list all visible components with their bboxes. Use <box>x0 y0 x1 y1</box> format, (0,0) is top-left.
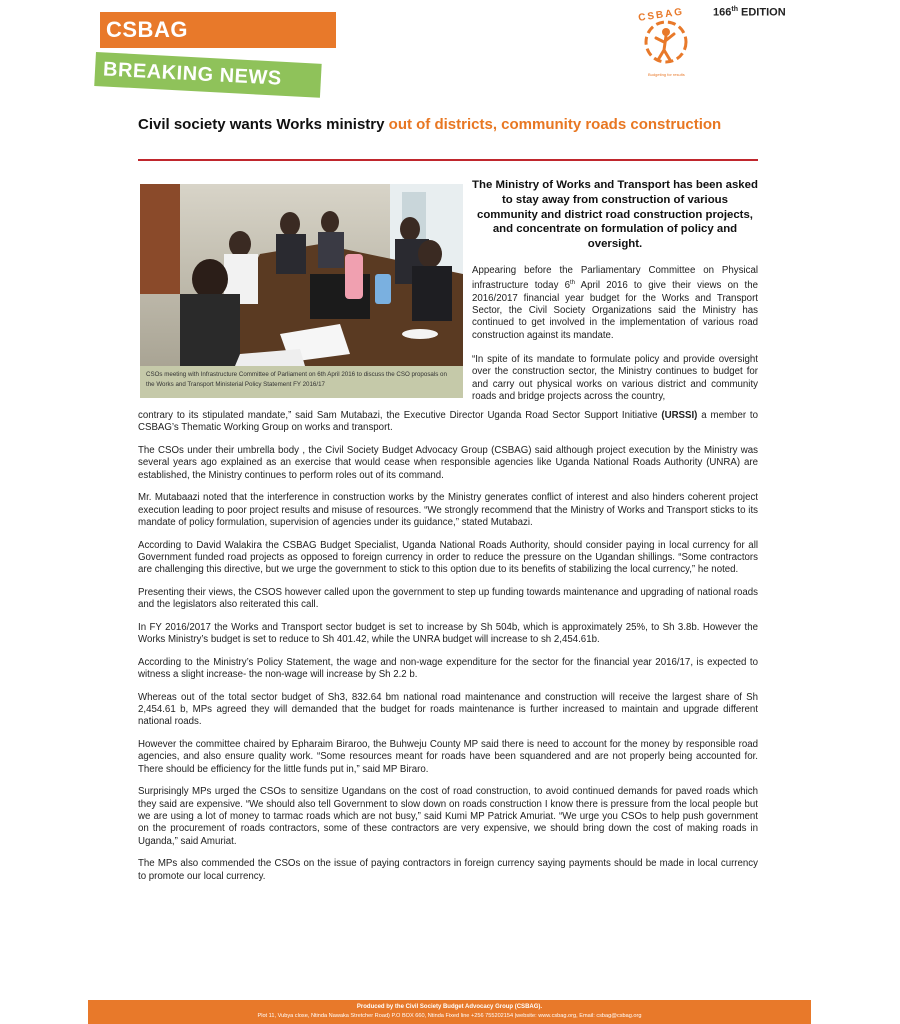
edition-label: 166th EDITION <box>713 6 786 19</box>
article-body <box>138 410 758 893</box>
photo-caption: CSOs meeting with Infrastructure Committee of Parliament on 6th April 2016 to discuss the CSO proposals on the Works and Transport Ministerial Policy Statement FY 2016/17 <box>140 366 463 398</box>
csbag-logo <box>628 4 704 80</box>
side-paragraph-2: “In spite of its mandate to formulate policy and provide oversight over the construction sector, the Ministry continues to budget for and carry out physical works on various district and community roads and bridge projects across the country, <box>472 354 758 402</box>
headline-divider <box>138 159 758 161</box>
breaking-news-banner: BREAKING NEWS <box>94 52 321 98</box>
body-paragraph: According to David Walakira the CSBAG Budget Specialist, Uganda National Roads Authority, should consider paying in local currency for all Government funded road projects as opposed to foreign currency in order to reduce the pressure on the Ugandan shillings. “Some contractors are challenging this directive, but we urge the government to stick to this option due to its benefits of stabilizing the local currency,” he noted. <box>138 539 758 576</box>
body-paragraph: The MPs also commended the CSOs on the issue of paying contractors in foreign currency saying payments should be made in local currency to promote our local currency. <box>138 858 758 882</box>
body-paragraph: Mr. Mutabaazi noted that the interference in construction works by the Ministry generates conflict of interest and also hinders coherent project execution leading to poor project results and misuse of resources. “We strongly recommend that the Ministry of Works and Transport sticks to its mandate of policy formulation, supervision of agencies under its guidance,” stated Mutabazi. <box>138 492 758 528</box>
page-footer <box>88 1000 811 1024</box>
footer-contact: Plot 11, Vubya close, Ntinda Nawaka Stretcher Road) P.O BOX 660, Ntinda Fixed line +256 755202154 |website: www.csbag.org, Email: csbag@csbag.org <box>257 1013 642 1019</box>
body-paragraph: Presenting their views, the CSOS however called upon the government to step up funding towards maintenance and upgrading of national roads and the legislators also reiterated this call. <box>138 586 758 611</box>
logo-tagline: Budgeting for results <box>648 72 685 77</box>
body-paragraph-continued: contrary to its stipulated mandate,” said Sam Mutabazi, the Executive Director Uganda Road Sector Support Initiative (URSSI) a member to CSBAG’s Thematic Working Group on works and transport. <box>138 410 758 434</box>
article-lead: The Ministry of Works and Transport has been asked to stay away from construction of various community and district road construction projects, and concentrate on formulation of policy and oversight. <box>472 179 758 251</box>
article-headline: Civil society wants Works ministry out of districts, community roads construction <box>138 116 722 133</box>
logo-lettering: CSBAG <box>637 6 685 24</box>
body-paragraph: The CSOs under their umbrella body , the Civil Society Budget Advocacy Group (CSBAG) said although project execution by the Ministry was several years ago explained as an exercise that would cease when responsible agencies like Uganda National Roads Authority (UNRA) are established, the Ministry continues to perform roles out of its command. <box>138 444 758 481</box>
body-paragraph: In FY 2016/2017 the Works and Transport sector budget is set to increase by Sh 504b, which is approximately 25%, to Sh 3.8b. However the Works Ministry’s budget is set to reduce to Sh 401.42, while the UNRA budget will increase to sh 2,454.61b. <box>138 621 758 646</box>
body-paragraph: According to the Ministry’s Policy Statement, the wage and non-wage expenditure for the sector for the financial year 2016/17, is expected to witness a slight increase- the non-wage will increase by Sh 2.2 b. <box>138 656 758 681</box>
side-paragraph-1: Appearing before the Parliamentary Committee on Physical infrastructure today 6th April 2016 to give their views on the 2016/2017 financial year budget for the Works and Transport Sector, the Civil Society Organizations said the Ministry has continued to get involved in the implementation of various road construction against its mandate. <box>472 265 758 341</box>
body-paragraph: Whereas out of the total sector budget of Sh3, 832.64 bm national road maintenance and construction will receive the largest share of Sh 2,454.61 b, MPs agreed they will demanded that the budget for roads maintenance is further increased to maintain and upgrade different national roads. <box>138 691 758 728</box>
brand-name-box: CSBAG <box>100 12 336 48</box>
body-paragraph: However the committee chaired by Epharaim Biraroo, the Buhweju County MP said there is need to account for the money by responsible road agencies, and also ensure quality work. “Some resources meant for roads have been squandered and are not properly being accounted for. There should be efficiency for the little funds put in,” said MP Biraro. <box>138 739 758 775</box>
meeting-photo <box>140 184 463 366</box>
body-paragraph: Surprisingly MPs urged the CSOs to sensitize Ugandans on the cost of road construction, to avoid continued demands for paved roads which they said are expensive. “We should also tell Government to slow down on roads construction I know there is pressure from the local people but we are using a lot of money to tarmac roads which are not busy,” said Kumi MP Patrick Amuriat. “We urge you CSOs to help push government on the procurement of roads contractors, some of these contractors are very expensive, we should bring down the cost of making roads in Uganda,” said Amuriat. <box>138 786 758 847</box>
footer-producer: Produced by the Civil Society Budget Advocacy Group (CSBAG). <box>356 1004 543 1010</box>
